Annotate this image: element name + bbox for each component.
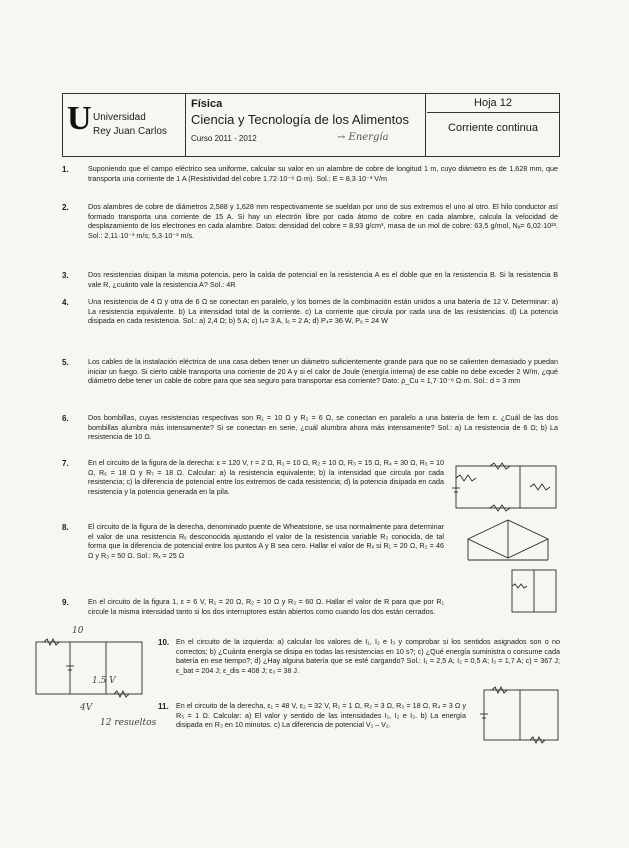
header-sheet-cell	[427, 94, 559, 156]
header-table	[62, 93, 560, 157]
problem-number: 1.	[62, 165, 69, 174]
problem-text: Dos alambres de cobre de diámetros 2,588 y 1,628 mm respectivamente se sueldan por uno de sus extremos el uno al otro. El hilo conductor así formado transporta una corriente de 15 A. Si hay un electrón libre por cada átomo de cobre en cada alambre, calcula la velocidad de desplazamiento de los electrones en cada alambre. Datos: densidad del cobre = 8,93 g/cm³, masa de un mol de cobre: 63,5 g/mol, Nₐ= 6,02·10²³. Sol.: 2,11·10⁻³ m/s; 5,3·10⁻³ m/s.	[88, 202, 558, 240]
problem-text: Una resistencia de 4 Ω y otra de 6 Ω se conectan en paralelo, y los bornes de la combinación están unidos a una batería de 12 V. Determinar: a) La resistencia equivalente. b) La intensidad total de la corriente. c) La corriente que circula por cada una de las resistencias. d) La potencia disipada en cada resistencia. Sol.: a) 2,4 Ω; b) 5 A; c) I₄= 3 A, I₆ = 2 A; d) P₄= 36 W, P₆ = 24 W	[88, 297, 558, 326]
problem-number: 8.	[62, 523, 69, 532]
circuit-figure-9	[508, 566, 560, 616]
course-year: Curso 2011 - 2012	[191, 134, 257, 143]
university-name-line2: Rey Juan Carlos	[93, 126, 167, 137]
problem-number: 6.	[62, 414, 69, 423]
circuit-figure-7	[450, 458, 562, 514]
subject-title: Física	[191, 98, 223, 110]
degree-title: Ciencia y Tecnología de los Alimentos	[191, 112, 409, 127]
problem-text: Los cables de la instalación eléctrica de una casa deben tener un diámetro suficientemente grande para que no se calienten demasiado y puedan iniciar un fuego. Si cierto cable transporta una corriente de 20 A y si el calor de Joule (energía interna) de ese cable no debe exceder 2 W/m, ¿qué diámetro debe tener un cable de cobre para que sea seguro para transportar esa corriente? Dato: ρ_Cu = 1,7·10⁻⁸ Ω·m. Sol.: d = 3 mm	[88, 357, 558, 386]
problem-number: 7.	[62, 459, 69, 468]
handwritten-note: 12 resueltos	[100, 718, 157, 728]
problem-number: 5.	[62, 358, 69, 367]
handwritten-note: 10	[72, 626, 84, 636]
header-subject-cell	[187, 94, 426, 156]
sheet-topic: Corriente continua	[448, 122, 538, 134]
problem-number: 10.	[158, 638, 170, 647]
circuit-figure-11	[478, 684, 564, 746]
problem-text: Dos resistencias disipan la misma potencia, pero la caída de potencial en la resistencia A es el doble que en la resistencia B. Si la resistencia B vale R, ¿cuánto vale la resistencia A? Sol.: 4R	[88, 270, 558, 289]
problem-text: Dos bombillas, cuyas resistencias respectivas son R₁ = 10 Ω y R₂ = 6 Ω, se conectan en paralelo a una batería de fem ε. ¿Cuál de las dos bombillas alumbra más intensamente? Si se conectan en serie, ¿cuál alumbra ahora más intensamente? Sol.: a) La resistencia de 6 Ω; b) La resistencia de 10 Ω.	[88, 413, 558, 442]
wheatstone-bridge-figure	[460, 516, 556, 562]
problem-text: En el circuito de la izquierda: a) calcular los valores de I₁, I₂ e I₃ y comprobar si los sentidos asignados son o no correctos; b) ¿Cuánta energía se disipa en todas las resistencias en 10 s?; c) ¿Qué energía suministra o consume cada batería en ese tiempo?; d) ¿Hay alguna batería que se esté cargando? Sol.: I₁ = 2,5 A; I₂ = 0,5 A; I₃ = 1,7 A; c) = 367 J; ε_bat = 204 J; ε_dis = 408 J; ε₃ = 38 J.	[176, 637, 560, 675]
university-name-line1: Universidad	[93, 112, 146, 123]
u-logo-icon: U	[67, 100, 92, 137]
problem-number: 11.	[158, 702, 169, 711]
problem-text: El circuito de la figura de la derecha, denominado puente de Wheatstone, se usa normalmente para determinar el valor de una resistencia Rₓ desconocida ajustando el valor de la resistencia variable R₃ conocida, de tal forma que la diferencia de potencial entre los puntos A y B sea cero. Hallar el valor de Rₓ si R₁ = 20 Ω, R₂ = 46 Ω y R₃ = 50 Ω. Sol.: Rₓ = 25 Ω	[88, 522, 444, 560]
handwritten-note: 1.5 V	[92, 676, 116, 686]
problem-text: En el circuito de la figura de la derecha: ε = 120 V, r = 2 Ω, R₁ = 10 Ω, R₂ = 10 Ω, R₃ = 15 Ω, R₄ = 30 Ω, R₅ = 10 Ω, R₆ = 18 Ω y R₇ = 18 Ω. Calcular: a) la resistencia equivalente; b) la intensidad que circula por cada resistencia; c) la diferencia de potencial entre los extremos de cada resistencia; d) la potencia disipada en cada resistencia y la potencia generada en la pila.	[88, 458, 444, 496]
problem-text: En el circuito de la figura 1, ε = 6 V, R₁ = 20 Ω, R₂ = 10 Ω y R₃ = 60 Ω. Hallar el valor de R para que por R₁ circule la misma intensidad tanto si los dos interruptores están abiertos como cuando los dos están cerrados.	[88, 597, 444, 616]
problem-number: 9.	[62, 598, 69, 607]
problem-number: 3.	[62, 271, 69, 280]
university-logo	[63, 94, 186, 156]
handwritten-note: 4V	[80, 703, 93, 713]
handwritten-annotation: → Energía	[337, 132, 389, 143]
problem-text: Suponiendo que el campo eléctrico sea uniforme, calcular su valor en un alambre de cobre de longitud 1 m, cuyo diámetro es de 1,628 mm, que transporta una corriente de 1 A (Resistividad del cobre 1.72·10⁻⁸ Ω·m). Sol.: E = 8,3·10⁻³ V/m	[88, 164, 558, 183]
problem-number: 4.	[62, 298, 69, 307]
problem-text: En el circuito de la derecha, ε₁ = 48 V, ε₂ = 32 V, R₁ = 1 Ω, R₂ = 3 Ω, R₃ = 18 Ω, R₄ = 3 Ω y R₅ = 1 Ω. Calcular: a) El valor y sentido de las intensidades I₁, I₂ e I₃. b) La energía disipada en R₃ en 10 minutos. c) La diferencia de potencial V₁ – V₂.	[176, 701, 466, 730]
sheet-number: Hoja 12	[427, 94, 559, 113]
circuit-figure-10	[30, 636, 148, 702]
problem-number: 2.	[62, 203, 69, 212]
